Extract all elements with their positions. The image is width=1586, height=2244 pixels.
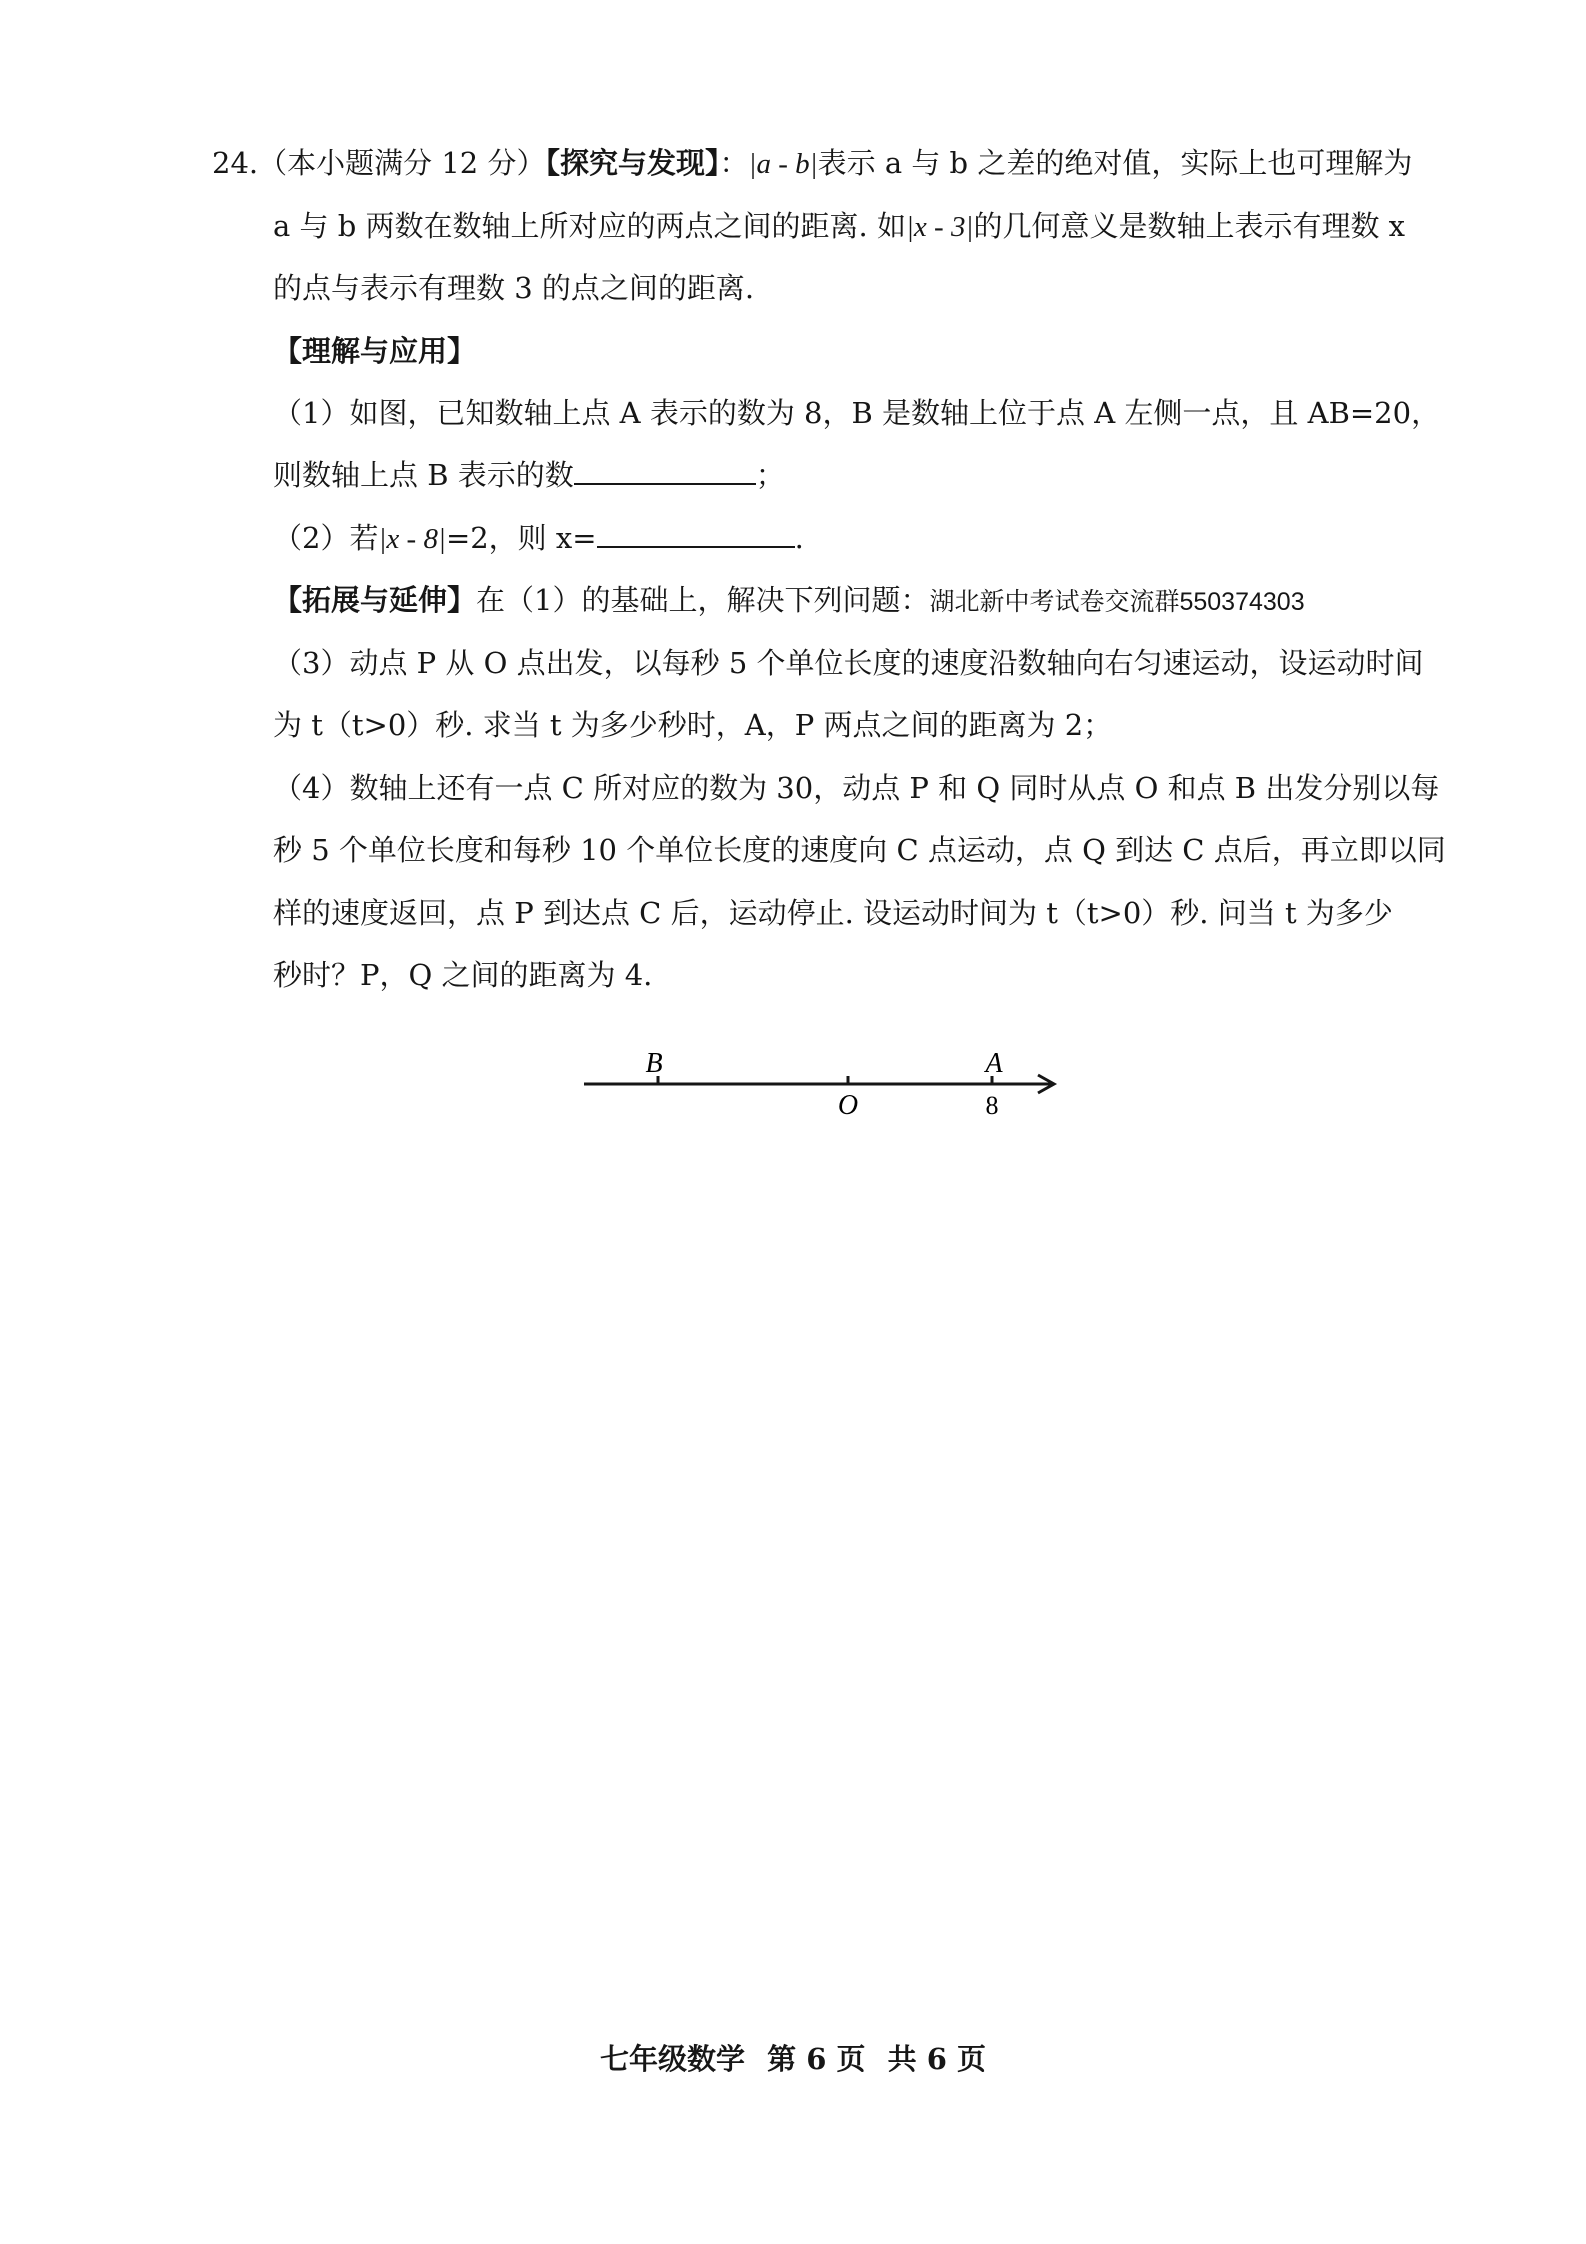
part-4-line-2	[273, 830, 1446, 870]
part-3-line-1	[273, 643, 1424, 683]
part-4-text-4: 秒时？P，Q 之间的距离为 4.	[273, 958, 653, 992]
abs-x-minus-8: |x - 8|	[378, 523, 446, 555]
abs-a-minus-b: |a - b|	[748, 148, 818, 180]
label-8: 8	[985, 1091, 999, 1120]
question-score: （本小题满分 12 分）	[258, 146, 546, 180]
part-1-text-1: （1）如图，已知数轴上点 A 表示的数为 8，B 是数轴上位于点 A 左侧一点，且 AB=20，	[273, 396, 1441, 430]
section-understand-heading	[273, 331, 1413, 371]
section-explore-heading: 【探究与发现】	[545, 146, 720, 180]
part-4-text-2: 秒 5 个单位长度和每秒 10 个单位长度的速度向 C 点运动，点 Q 到达 C 点后，再立即以同	[273, 833, 1446, 867]
abs-x-minus-3: |x - 3|	[905, 211, 974, 243]
watermark-text: 湖北新中考试卷交流群550374303	[929, 588, 1305, 616]
section-extend-line	[273, 580, 1413, 622]
part-2-end: .	[794, 521, 804, 555]
part-4-line-3	[273, 893, 1413, 933]
number-line-figure	[560, 1040, 1080, 1120]
label-o: O	[837, 1090, 859, 1120]
part-4-line-4	[273, 955, 1413, 995]
part-3-text-2: 为 t（t>0）秒. 求当 t 为多少秒时，A，P 两点之间的距离为 2；	[273, 708, 1113, 742]
line-2-text-a: a 与 b 两数在数轴上所对应的两点之间的距离. 如	[273, 209, 906, 243]
answer-blank-1[interactable]	[574, 455, 756, 485]
label-a: A	[985, 1048, 1003, 1079]
page-footer	[0, 2039, 1586, 2079]
part-1-text-2: 则数轴上点 B 表示的数	[273, 458, 574, 492]
part-4-text-1: （4）数轴上还有一点 C 所对应的数为 30，动点 P 和 Q 同时从点 O 和点 B 出发分别以每	[273, 771, 1440, 805]
part-3-text-1: （3）动点 P 从 O 点出发，以每秒 5 个单位长度的速度沿数轴向右匀速运动，设运动时间	[273, 646, 1424, 680]
part-2-line	[273, 518, 1413, 559]
question-24-line-3	[273, 268, 1413, 308]
part-3-line-2	[273, 705, 1413, 745]
footer-total: 共 6 页	[887, 2042, 986, 2076]
part-1-end: ；	[755, 458, 785, 492]
section-understand-label: 【理解与应用】	[273, 334, 477, 368]
section-extend-heading: 【拓展与延伸】	[273, 583, 477, 617]
question-number: 24.	[212, 146, 259, 180]
line-1-text: 表示 a 与 b 之差的绝对值，实际上也可理解为	[817, 146, 1413, 180]
answer-blank-2[interactable]	[597, 518, 795, 548]
question-24-line-2	[273, 206, 1413, 247]
extend-text: 在（1）的基础上，解决下列问题：	[476, 583, 930, 617]
part-2-pre: （2）若	[273, 521, 379, 555]
label-b: B	[645, 1048, 663, 1079]
part-2-mid: =2，则 x=	[445, 521, 597, 555]
footer-grade: 七年级数学	[600, 2042, 746, 2076]
part-1-line-1	[273, 393, 1441, 433]
part-1-line-2	[273, 455, 1413, 495]
line-3-text: 的点与表示有理数 3 的点之间的距离.	[273, 271, 755, 305]
footer-page: 第 6 页	[767, 2042, 866, 2076]
part-4-line-1	[273, 768, 1440, 808]
line-2-text-b: 的几何意义是数轴上表示有理数 x	[973, 209, 1406, 243]
question-24-line-1: 24.（本小题满分 12 分）【探究与发现】：|a - b|表示 a 与 b 之差的绝对值，实际上也可理解为	[212, 146, 1413, 180]
part-4-text-3: 样的速度返回，点 P 到达点 C 后，运动停止. 设运动时间为 t（t>0）秒. 问当 t 为多少	[273, 896, 1393, 930]
